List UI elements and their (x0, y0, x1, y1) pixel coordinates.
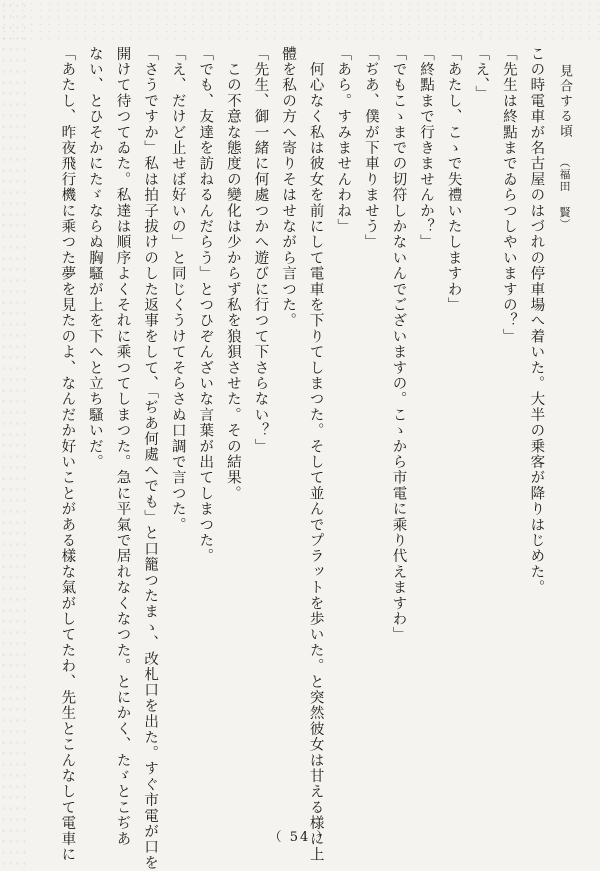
text-line: この時電車が名古屋のはづれの停車場へ着いた。大半の乗客が降りはじめた。 (528, 46, 545, 596)
author-name: （福田 賢） (558, 156, 571, 231)
text-line: 「あら。すみませんわね」 (335, 46, 352, 235)
text-line: 體を私の方へ寄りそはせながら言つた。 (280, 46, 297, 329)
text-line: この不意な態度の變化は少からず私を狼狽させた。その結果。 (224, 46, 241, 502)
text-line: 「でも、友達を訪ねるんだらう」とつひぞんざいな言葉が出てしまつた。 (197, 46, 214, 565)
text-line: 「え、だけど止せば好いの」と同じくうけてそらさぬ口調で言つた。 (169, 46, 186, 533)
paper-speckle-top (0, 0, 600, 40)
text-line: 「終點まで行きませんか？」 (418, 46, 435, 251)
text-line: 「でもこゝまでの切符しかないんでございますの。こゝから市電に乘り代えますわ」 (390, 46, 407, 643)
text-line: 「あたし、こゝで失禮いたしますわ」 (445, 46, 462, 313)
text-line: 「ぢあ、僕が下車りませう」 (362, 46, 379, 251)
page-number: （ 54 ） (268, 830, 332, 845)
story-title: 見合する頃 (557, 64, 572, 139)
text-line: 開けて待つてゐた。私達は順序よくそれに乘つてしまつた。急に平氣で居れなくなつた。とにかく、たゞとこぢあ (114, 46, 131, 847)
text-line: 何心なく私は彼女を前にして電車を下りてしまつた。そして並んでプラットを歩いた。と突然彼女は甘える様に上 (307, 46, 324, 863)
text-line: 「え、」 (473, 46, 490, 102)
paper-speckle-left (0, 0, 30, 869)
text-line: 「さうですか」私は拍子拔けのした返事をして、「ぢあ何處へでも」と口籠つたまゝ、改札口を出た。すぐ市電が口を (142, 46, 159, 871)
text-line: 「先生、御一緒に何處つかへ遊びに行つて下さらない？」 (252, 46, 269, 455)
title-column (549, 46, 578, 816)
text-line: 「先生は終點までゐらつしやいますの？」 (500, 46, 517, 345)
text-line: 「あたし、昨夜飛行機に乘つた夢を見たのよ、なんだか好いことがある樣な氣がしてたわ、先生とこんなして電車に (59, 46, 76, 863)
text-line: ない、とひそかにたゞならぬ胸騷が上を下へと立ち騷いだ。 (86, 46, 103, 470)
